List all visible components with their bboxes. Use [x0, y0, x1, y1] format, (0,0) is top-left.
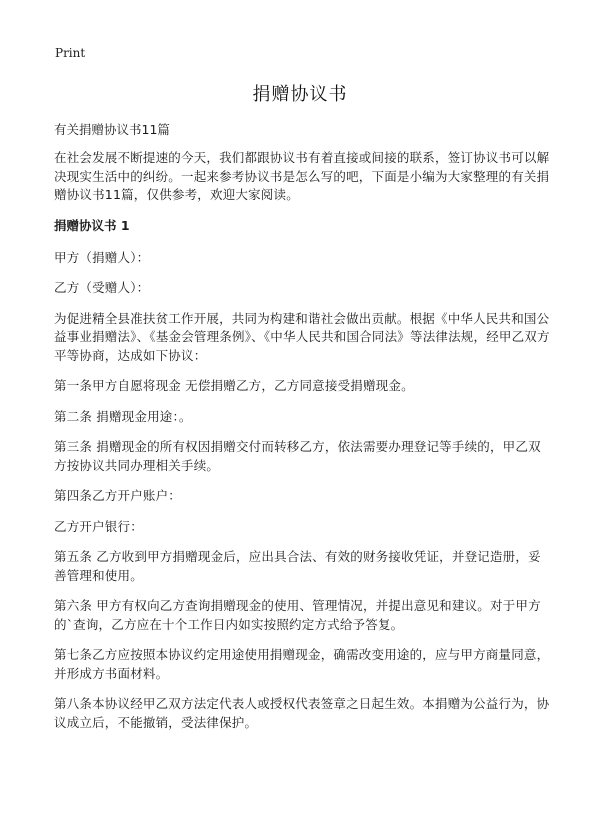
clause-7: 第七条乙方应按照本协议约定用途使用捐赠现金，确需改变用途的，应与甲方商量同意，并形成方书面材料。: [54, 647, 550, 681]
bank-line: 乙方开户银行：: [54, 518, 143, 534]
print-link[interactable]: Print: [55, 46, 86, 60]
clause-6: 第六条 甲方有权向乙方查询捐赠现金的使用、管理情况，并提出意见和建议。对于甲方的`查询，乙方应在十个工作日内如实按照约定方式给予答复。: [54, 598, 541, 632]
clause-3: 第三条 捐赠现金的所有权因捐赠交付而转移乙方，依法需要办理登记等手续的，甲乙双方按协议共同办理相关手续。: [54, 439, 541, 473]
party-b-line: 乙方（受赠人）：: [54, 280, 150, 295]
document-body: [54, 120, 550, 744]
clause-8: 第八条本协议经甲乙双方法定代表人或授权代表签章之日起生效。本捐赠为公益行为，协议成立后，不能撤销，受法律保护。: [54, 696, 550, 730]
clause-4: 第四条乙方开户账户：: [54, 488, 182, 503]
page-title: 捐赠协议书: [252, 84, 348, 105]
clause-2: 第二条 捐赠现金用途：。: [54, 408, 192, 424]
preamble-paragraph: 为促进精全县准扶贫工作开展，共同为构建和谐社会做出贡献。根据《中华人民共和国公益事业捐赠法》、《基金会管理条例》、《中华人民共和国合同法》等法律法规，经甲乙双方平等协商，达成如下协议：: [54, 310, 550, 363]
intro-paragraph: 在社会发展不断提速的今天，我们都跟协议书有着直接或间接的联系，签订协议书可以解决现实生活中的纠纷。一起来参考协议书是怎么写的吧，下面是小编为大家整理的有关捐赠协议书11篇，仅供参考，欢迎大家阅读。: [54, 150, 550, 202]
document-subtitle: 有关捐赠协议书11篇: [54, 122, 170, 137]
party-a-line: 甲方（捐赠人）：: [54, 249, 150, 265]
clause-1: 第一条甲方自愿将现金 无偿捐赠乙方，乙方同意接受捐赠现金。: [54, 378, 414, 393]
section-heading: 捐赠协议书 1: [54, 217, 130, 233]
clause-5: 第五条 乙方收到甲方捐赠现金后，应出具合法、有效的财务接收凭证，并登记造册，妥善管理和使用。: [54, 549, 541, 583]
agreement-paragraphs: [54, 249, 550, 733]
